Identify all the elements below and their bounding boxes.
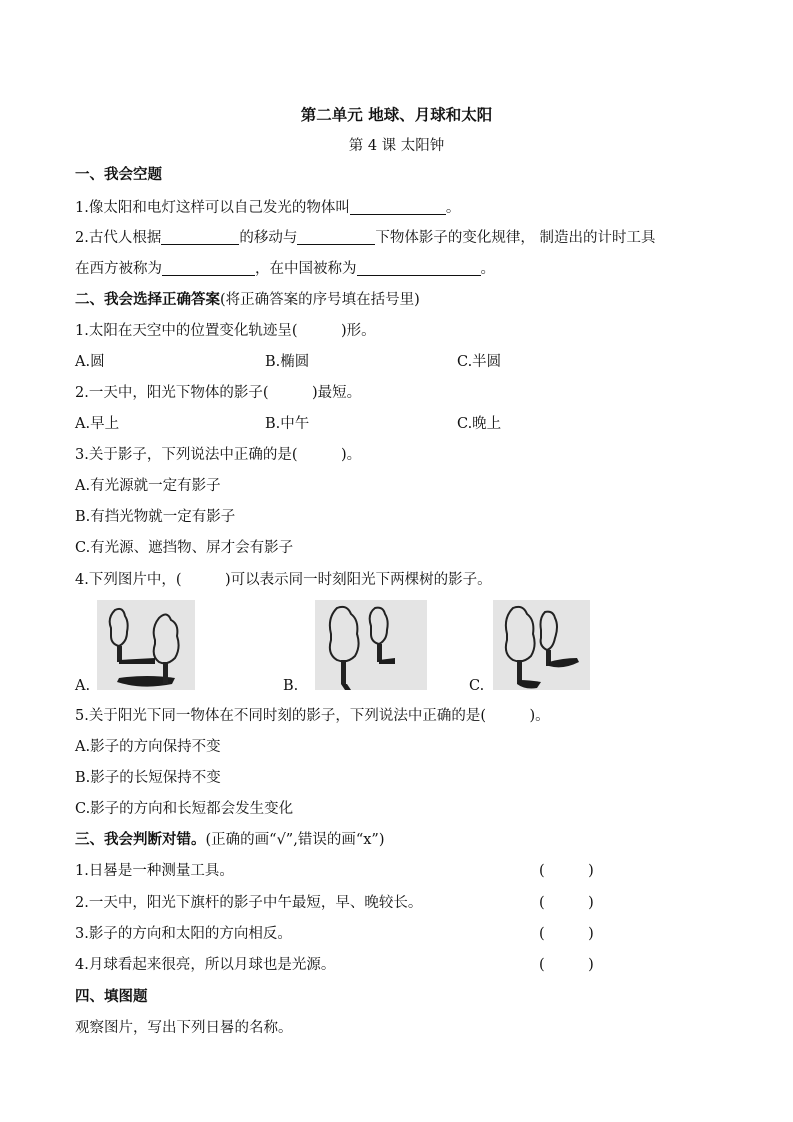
two-trees-illustration: [315, 600, 427, 690]
section-2-heading: 二、我会选择正确答案(将正确答案的序号填在括号里): [75, 292, 420, 308]
two-trees-illustration: [493, 600, 590, 690]
option-b[interactable]: B.影子的长短保持不变: [75, 770, 221, 786]
option-c[interactable]: C.: [469, 678, 485, 694]
section-4-heading: 四、填图题: [75, 989, 148, 1005]
answer-blank[interactable]: [357, 260, 481, 276]
question-1-2-cont: 在西方被称为 ，在中国被称为 。: [75, 261, 495, 277]
option-c[interactable]: C.半圆: [457, 354, 502, 370]
option-b[interactable]: B.: [283, 678, 299, 694]
option-a[interactable]: A.: [75, 678, 91, 694]
section-3-heading: 三、我会判断对错。(正确的画“√”,错误的画“x”): [75, 832, 385, 848]
page-title: 第二单元 地球、月球和太阳: [300, 105, 493, 124]
judge-item-4: 4.月球看起来很亮，所以月球也是光源。: [75, 957, 336, 973]
lesson-subtitle: 第 4 课 太阳钟: [348, 138, 445, 154]
two-trees-illustration: [97, 600, 195, 690]
answer-blank[interactable]: [162, 260, 255, 276]
answer-parentheses[interactable]: ( ): [539, 957, 594, 973]
option-b[interactable]: B.椭圆: [265, 354, 310, 370]
option-b[interactable]: B.有挡光物就一定有影子: [75, 509, 236, 525]
question-2-4: 4.下列图片中，( )可以表示同一时刻阳光下两棵树的影子。: [75, 572, 492, 588]
question-1-2: 2.古代人根据 的移动与 下物体影子的变化规律， 制造出的计时工具: [75, 230, 656, 246]
question-1-1: 1.像太阳和电灯这样可以自己发光的物体叫 。: [75, 200, 461, 216]
option-b[interactable]: B.中午: [265, 416, 310, 432]
option-c[interactable]: C.晚上: [457, 416, 502, 432]
section-1-heading: 一、我会空题: [75, 167, 162, 183]
tree-shadow-picture-c[interactable]: [493, 600, 590, 690]
judge-item-1: 1.日晷是一种测量工具。: [75, 863, 234, 879]
option-c[interactable]: C.有光源、遮挡物、屏才会有影子: [75, 540, 294, 556]
option-a[interactable]: A.早上: [75, 416, 120, 432]
question-2-5: 5.关于阳光下同一物体在不同时刻的影子，下列说法中正确的是( )。: [75, 708, 550, 724]
question-2-3: 3.关于影子，下列说法中正确的是( )。: [75, 447, 362, 463]
judge-item-2: 2.一天中，阳光下旗杆的影子中午最短，早、晚较长。: [75, 895, 423, 911]
section-4-instruction: 观察图片，写出下列日晷的名称。: [75, 1020, 293, 1036]
option-a[interactable]: A.有光源就一定有影子: [75, 478, 221, 494]
option-c[interactable]: C.影子的方向和长短都会发生变化: [75, 801, 294, 817]
tree-shadow-picture-b[interactable]: [315, 600, 427, 690]
answer-parentheses[interactable]: ( ): [539, 926, 594, 942]
option-a[interactable]: A.圆: [75, 354, 105, 370]
answer-blank[interactable]: [297, 229, 375, 245]
answer-blank[interactable]: [161, 229, 239, 245]
question-2-2: 2.一天中，阳光下物体的影子( )最短。: [75, 385, 362, 401]
answer-blank[interactable]: [350, 199, 446, 215]
option-a[interactable]: A.影子的方向保持不变: [75, 739, 221, 755]
question-2-1: 1.太阳在天空中的位置变化轨迹呈( )形。: [75, 323, 376, 339]
answer-parentheses[interactable]: ( ): [539, 863, 594, 879]
tree-shadow-picture-a[interactable]: [97, 600, 195, 690]
judge-item-3: 3.影子的方向和太阳的方向相反。: [75, 926, 292, 942]
answer-parentheses[interactable]: ( ): [539, 895, 594, 911]
